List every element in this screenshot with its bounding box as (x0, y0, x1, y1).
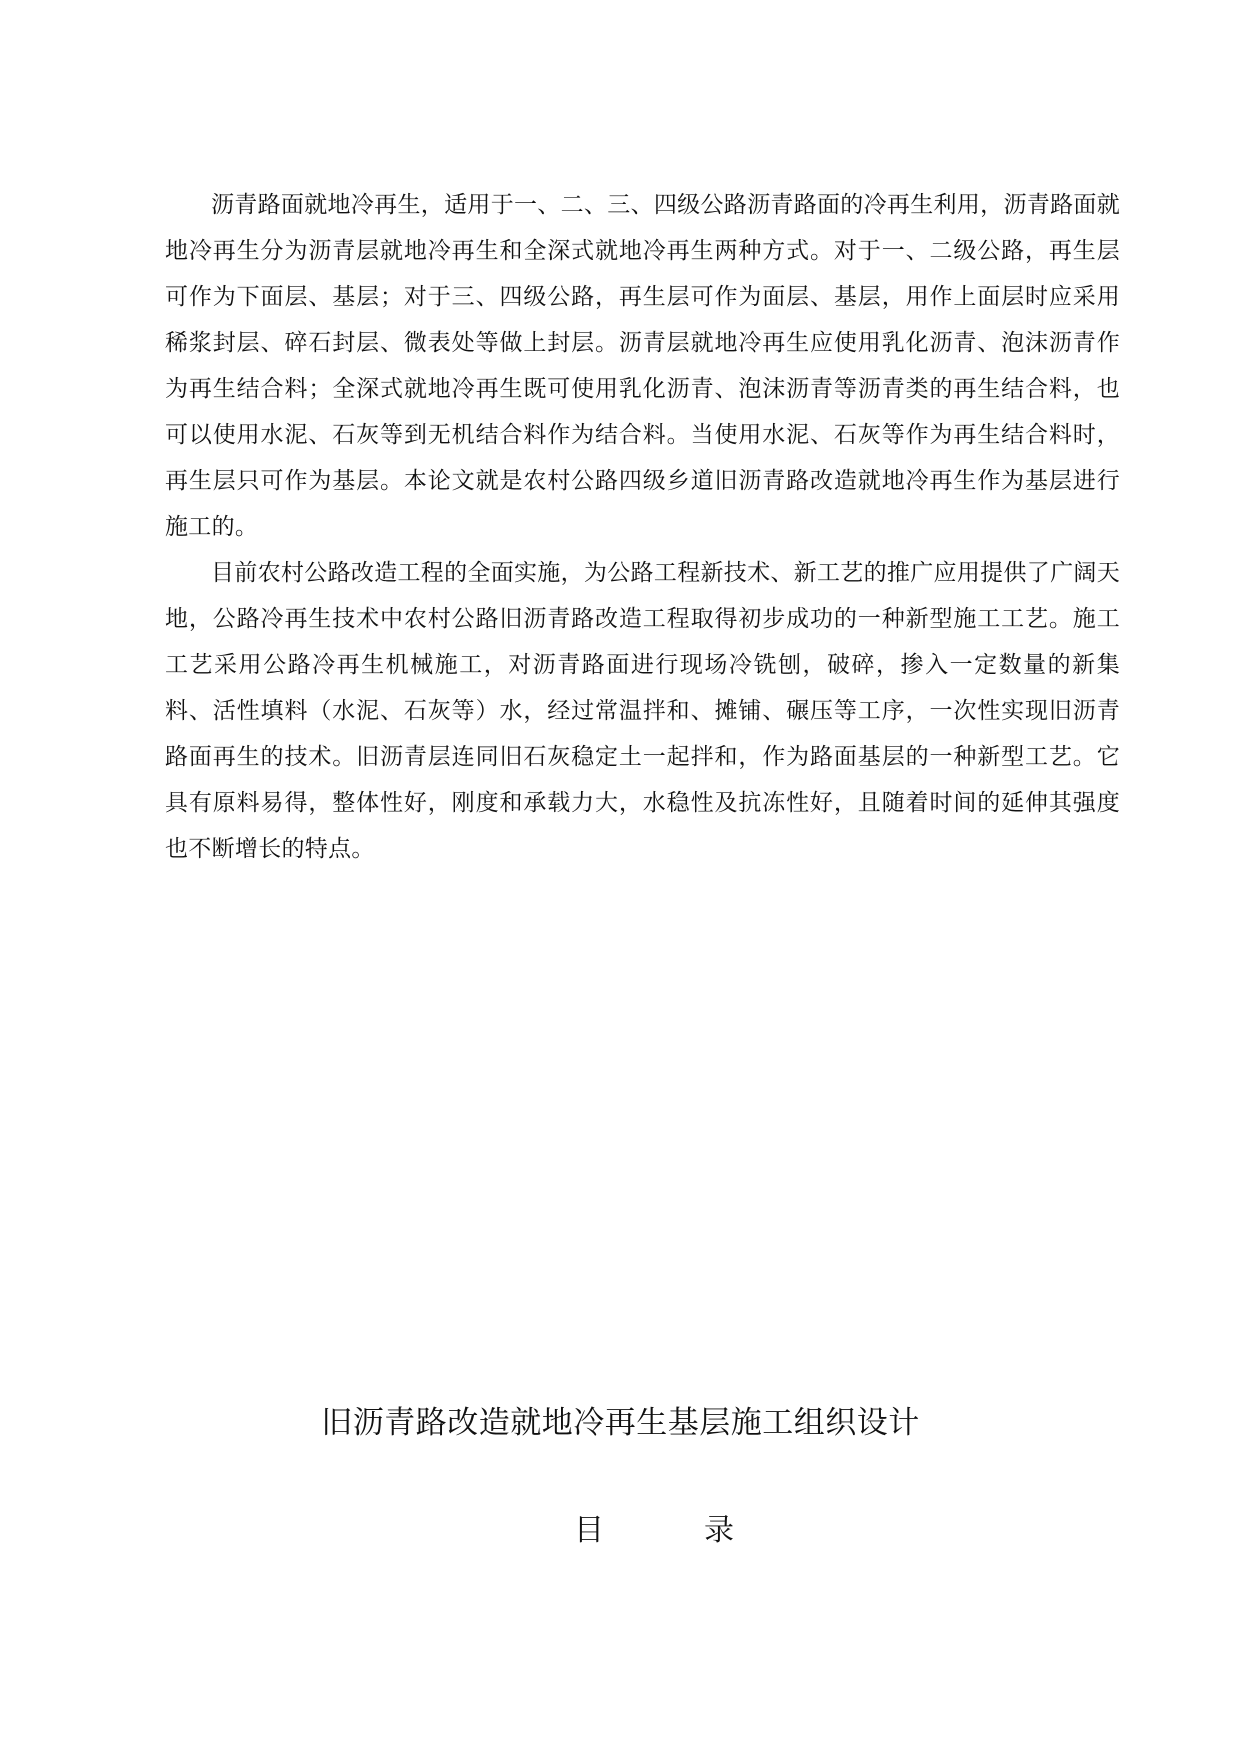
toc-heading (574, 1510, 734, 1552)
toc-heading-char-1: 目 (574, 1513, 604, 1548)
paragraph-rural-road-process: 目前农村公路改造工程的全面实施，为公路工程新技术、新工艺的推广应用提供了广阔天地，公路冷再生技术中农村公路旧沥青路改造工程取得初步成功的一种新型施工工艺。施工工艺采用公路冷再生机械施工，对沥青路面进行现场冷铣刨，破碎，掺入一定数量的新集料、活性填料（水泥、石灰等）水，经过常温拌和、摊铺、碾压等工序，一次性实现旧沥青路面再生的技术。旧沥青层连同旧石灰稳定土一起拌和，作为路面基层的一种新型工艺。它具有原料易得，整体性好，刚度和承载力大，水稳性及抗冻性好，且随着时间的延伸其强度也不断增长的特点。 (165, 560, 1120, 862)
document-title: 旧沥青路改造就地冷再生基层施工组织设计 (321, 1405, 920, 1441)
toc-heading-char-2: 录 (704, 1513, 734, 1548)
paragraph-cold-recycling-intro: 沥青路面就地冷再生，适用于一、二、三、四级公路沥青路面的冷再生利用，沥青路面就地冷再生分为沥青层就地冷再生和全深式就地冷再生两种方式。对于一、二级公路，再生层可作为下面层、基层；对于三、四级公路，再生层可作为面层、基层，用作上面层时应采用稀浆封层、碎石封层、微表处等做上封层。沥青层就地冷再生应使用乳化沥青、泡沫沥青作为再生结合料；全深式就地冷再生既可使用乳化沥青、泡沫沥青等沥青类的再生结合料，也可以使用水泥、石灰等到无机结合料作为结合料。当使用水泥、石灰等作为再生结合料时，再生层只可作为基层。本论文就是农村公路四级乡道旧沥青路改造就地冷再生作为基层进行施工的。 (165, 192, 1120, 540)
body-text (165, 182, 1120, 872)
